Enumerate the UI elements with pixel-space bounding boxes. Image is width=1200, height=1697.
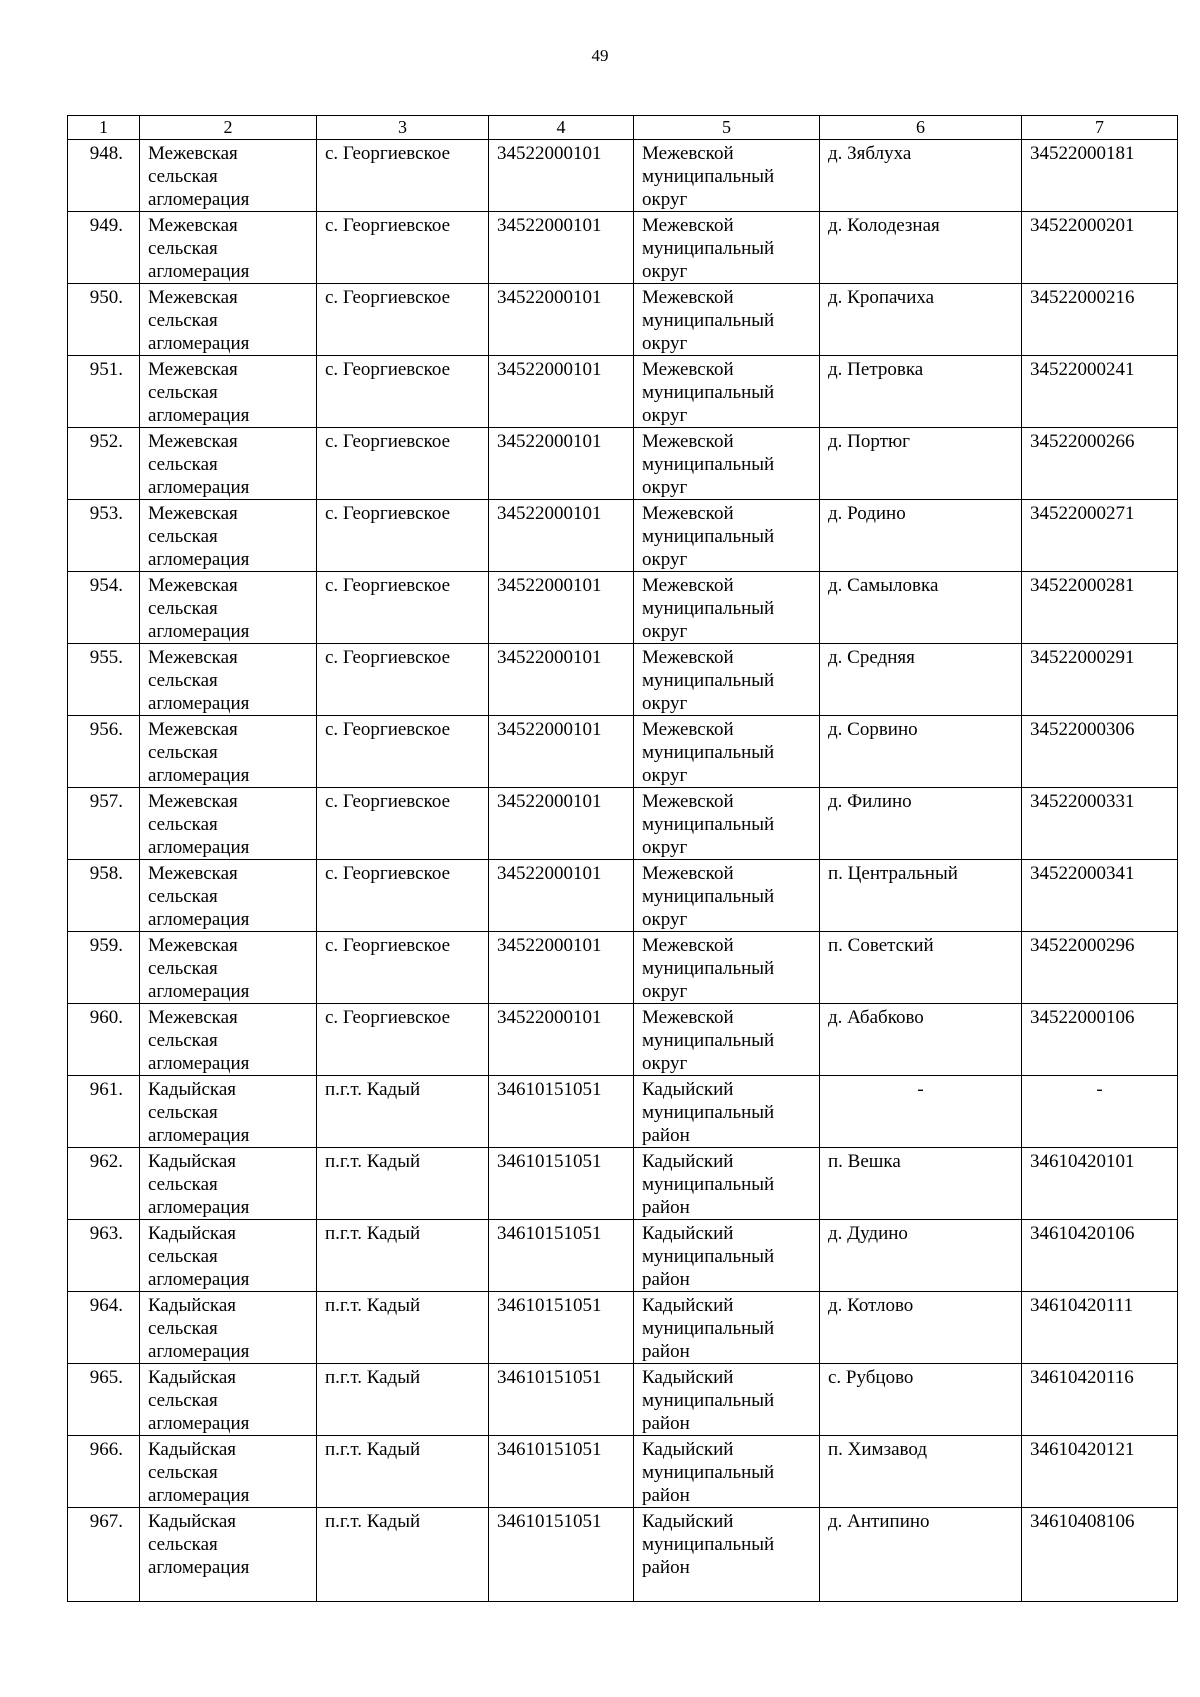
center-code-cell: 34522000101: [489, 788, 634, 860]
municipality-cell: [634, 212, 820, 284]
municipality-cell-line: Кадыйский: [642, 1511, 734, 1532]
municipality-cell-line: округ: [642, 837, 688, 858]
agglomeration-cell-line: Межевская: [148, 575, 238, 596]
agglomeration-cell-line: сельская: [148, 454, 218, 475]
agglomeration-cell-line: Межевская: [148, 719, 238, 740]
settlement-code-cell: 34522000331: [1022, 788, 1178, 860]
municipality-cell-line: район: [642, 1269, 690, 1290]
center-code-cell: 34522000101: [489, 140, 634, 212]
municipality-cell-line: Межевской: [642, 287, 734, 308]
settlement-cell: д. Антипино: [820, 1508, 1022, 1602]
municipality-cell-line: Межевской: [642, 431, 734, 452]
settlement-cell: д. Родино: [820, 500, 1022, 572]
municipality-cell-line: район: [642, 1557, 690, 1578]
center-code-cell: 34610151051: [489, 1076, 634, 1148]
center-cell: с. Георгиевское: [317, 1004, 489, 1076]
center-code-cell: 34522000101: [489, 356, 634, 428]
municipality-cell-line: муниципальный: [642, 1030, 775, 1051]
center-code-cell: 34522000101: [489, 500, 634, 572]
center-cell: п.г.т. Кадый: [317, 1148, 489, 1220]
agglomeration-cell-line: сельская: [148, 670, 218, 691]
agglomeration-cell: [140, 1076, 317, 1148]
row-number: 962.: [68, 1148, 140, 1220]
agglomeration-cell-line: агломерация: [148, 837, 250, 858]
agglomeration-cell: [140, 644, 317, 716]
settlement-code-cell: 34610420101: [1022, 1148, 1178, 1220]
municipality-cell: [634, 500, 820, 572]
agglomeration-cell-line: сельская: [148, 1102, 218, 1123]
agglomeration-cell-line: агломерация: [148, 1557, 250, 1578]
agglomeration-cell-line: агломерация: [148, 621, 250, 642]
municipality-cell: [634, 356, 820, 428]
municipality-cell: [634, 140, 820, 212]
table-row: [68, 1004, 1178, 1076]
center-code-cell: 34522000101: [489, 932, 634, 1004]
municipality-cell-line: муниципальный: [642, 382, 775, 403]
agglomeration-cell-line: агломерация: [148, 1485, 250, 1506]
row-number: 961.: [68, 1076, 140, 1148]
center-code-cell: 34610151051: [489, 1220, 634, 1292]
header-row: [68, 116, 1178, 140]
municipality-cell-line: район: [642, 1125, 690, 1146]
table-row: [68, 1076, 1178, 1148]
settlement-cell: д. Котлово: [820, 1292, 1022, 1364]
agglomeration-cell: [140, 1364, 317, 1436]
settlement-code-cell: 34522000291: [1022, 644, 1178, 716]
agglomeration-cell-line: Межевская: [148, 287, 238, 308]
agglomeration-cell: [140, 500, 317, 572]
table-row: [68, 356, 1178, 428]
municipality-cell-line: муниципальный: [642, 238, 775, 259]
row-number: 952.: [68, 428, 140, 500]
agglomeration-cell-line: сельская: [148, 958, 218, 979]
center-code-cell: 34522000101: [489, 212, 634, 284]
center-code-cell: 34522000101: [489, 644, 634, 716]
municipality-cell: [634, 1076, 820, 1148]
municipality-cell-line: округ: [642, 981, 688, 1002]
agglomeration-cell-line: агломерация: [148, 1413, 250, 1434]
agglomeration-cell: [140, 140, 317, 212]
municipality-cell-line: округ: [642, 189, 688, 210]
municipality-cell-line: Кадыйский: [642, 1295, 734, 1316]
municipality-cell-line: муниципальный: [642, 1318, 775, 1339]
agglomeration-cell-line: сельская: [148, 1534, 218, 1555]
municipality-cell-line: муниципальный: [642, 1102, 775, 1123]
municipality-cell-line: муниципальный: [642, 886, 775, 907]
municipality-cell-line: Межевской: [642, 791, 734, 812]
municipality-cell: [634, 644, 820, 716]
municipality-cell: [634, 1148, 820, 1220]
settlement-cell: п. Вешка: [820, 1148, 1022, 1220]
municipality-cell: [634, 428, 820, 500]
agglomeration-cell-line: сельская: [148, 1030, 218, 1051]
municipality-cell-line: муниципальный: [642, 526, 775, 547]
municipality-cell-line: округ: [642, 1053, 688, 1074]
municipality-cell-line: муниципальный: [642, 958, 775, 979]
municipality-cell: [634, 1004, 820, 1076]
agglomeration-cell-line: Кадыйская: [148, 1367, 237, 1388]
municipality-cell-line: муниципальный: [642, 454, 775, 475]
settlement-code-cell: 34522000266: [1022, 428, 1178, 500]
row-number: 948.: [68, 140, 140, 212]
data-table: [67, 115, 1178, 1602]
center-code-cell: 34522000101: [489, 860, 634, 932]
table-row: [68, 1364, 1178, 1436]
agglomeration-cell-line: Межевская: [148, 647, 238, 668]
municipality-cell: [634, 284, 820, 356]
municipality-cell-line: Межевской: [642, 575, 734, 596]
municipality-cell-line: округ: [642, 765, 688, 786]
center-code-cell: 34522000101: [489, 284, 634, 356]
agglomeration-cell-line: Межевская: [148, 143, 238, 164]
row-number: 965.: [68, 1364, 140, 1436]
municipality-cell-line: муниципальный: [642, 166, 775, 187]
agglomeration-cell: [140, 572, 317, 644]
municipality-cell-line: муниципальный: [642, 1462, 775, 1483]
municipality-cell-line: округ: [642, 549, 688, 570]
center-cell: с. Георгиевское: [317, 140, 489, 212]
settlement-cell: д. Средняя: [820, 644, 1022, 716]
agglomeration-cell: [140, 716, 317, 788]
agglomeration-cell-line: сельская: [148, 1462, 218, 1483]
center-code-cell: 34610151051: [489, 1436, 634, 1508]
agglomeration-cell-line: сельская: [148, 1174, 218, 1195]
page-number: 49: [591, 46, 609, 65]
center-cell: с. Георгиевское: [317, 644, 489, 716]
agglomeration-cell-line: Межевская: [148, 359, 238, 380]
row-number: 960.: [68, 1004, 140, 1076]
center-code-cell: 34610151051: [489, 1292, 634, 1364]
agglomeration-cell-line: агломерация: [148, 477, 250, 498]
table-row: [68, 572, 1178, 644]
municipality-cell: [634, 788, 820, 860]
agglomeration-cell: [140, 1508, 317, 1602]
settlement-cell: д. Портюг: [820, 428, 1022, 500]
agglomeration-cell-line: Межевская: [148, 503, 238, 524]
column-header-4: 4: [489, 116, 634, 140]
row-number: 949.: [68, 212, 140, 284]
agglomeration-cell: [140, 284, 317, 356]
settlement-cell: д. Филино: [820, 788, 1022, 860]
municipality-cell-line: Кадыйский: [642, 1367, 734, 1388]
municipality-cell-line: район: [642, 1413, 690, 1434]
municipality-cell-line: округ: [642, 909, 688, 930]
settlement-code-cell: 34610420111: [1022, 1292, 1178, 1364]
agglomeration-cell-line: Межевская: [148, 791, 238, 812]
center-cell: п.г.т. Кадый: [317, 1292, 489, 1364]
settlement-code-cell: 34610420121: [1022, 1436, 1178, 1508]
row-number: 966.: [68, 1436, 140, 1508]
agglomeration-cell-line: сельская: [148, 238, 218, 259]
municipality-cell-line: округ: [642, 621, 688, 642]
agglomeration-cell-line: сельская: [148, 382, 218, 403]
center-cell: с. Георгиевское: [317, 212, 489, 284]
settlement-cell: п. Центральный: [820, 860, 1022, 932]
settlement-cell: д. Колодезная: [820, 212, 1022, 284]
settlement-cell: д. Зяблуха: [820, 140, 1022, 212]
row-number: 964.: [68, 1292, 140, 1364]
municipality-cell-line: Кадыйский: [642, 1079, 734, 1100]
row-number: 955.: [68, 644, 140, 716]
municipality-cell-line: Кадыйский: [642, 1151, 734, 1172]
municipality-cell-line: муниципальный: [642, 1174, 775, 1195]
municipality-cell: [634, 1220, 820, 1292]
agglomeration-cell: [140, 1004, 317, 1076]
settlement-cell: п. Химзавод: [820, 1436, 1022, 1508]
agglomeration-cell-line: Кадыйская: [148, 1079, 237, 1100]
agglomeration-cell: [140, 428, 317, 500]
agglomeration-cell-line: Кадыйская: [148, 1223, 237, 1244]
center-cell: с. Георгиевское: [317, 356, 489, 428]
municipality-cell-line: Межевской: [642, 503, 734, 524]
agglomeration-cell: [140, 356, 317, 428]
column-header-5: 5: [634, 116, 820, 140]
municipality-cell-line: муниципальный: [642, 742, 775, 763]
settlement-cell: д. Петровка: [820, 356, 1022, 428]
agglomeration-cell: [140, 1292, 317, 1364]
agglomeration-cell-line: сельская: [148, 526, 218, 547]
settlement-code-cell: 34522000271: [1022, 500, 1178, 572]
table-row: [68, 1436, 1178, 1508]
municipality-cell-line: Межевской: [642, 935, 734, 956]
agglomeration-cell-line: сельская: [148, 598, 218, 619]
agglomeration-cell-line: агломерация: [148, 405, 250, 426]
agglomeration-cell-line: сельская: [148, 166, 218, 187]
center-code-cell: 34610151051: [489, 1508, 634, 1602]
municipality-cell-line: муниципальный: [642, 814, 775, 835]
settlement-code-cell: 34522000306: [1022, 716, 1178, 788]
settlement-code-cell: 34522000201: [1022, 212, 1178, 284]
row-number: 950.: [68, 284, 140, 356]
table-row: [68, 932, 1178, 1004]
center-cell: с. Георгиевское: [317, 572, 489, 644]
municipality-cell-line: муниципальный: [642, 310, 775, 331]
agglomeration-cell: [140, 788, 317, 860]
row-number: 958.: [68, 860, 140, 932]
center-code-cell: 34522000101: [489, 428, 634, 500]
municipality-cell: [634, 1508, 820, 1602]
municipality-cell-line: округ: [642, 405, 688, 426]
agglomeration-cell-line: Межевская: [148, 215, 238, 236]
settlement-cell: с. Рубцово: [820, 1364, 1022, 1436]
municipality-cell-line: муниципальный: [642, 598, 775, 619]
table-row: [68, 1148, 1178, 1220]
center-code-cell: 34610151051: [489, 1148, 634, 1220]
municipality-cell: [634, 716, 820, 788]
agglomeration-cell: [140, 1148, 317, 1220]
settlement-code-cell: 34522000241: [1022, 356, 1178, 428]
agglomeration-cell-line: агломерация: [148, 1269, 250, 1290]
center-code-cell: 34522000101: [489, 716, 634, 788]
column-header-1: 1: [68, 116, 140, 140]
agglomeration-cell-line: сельская: [148, 1318, 218, 1339]
settlement-code-cell: 34522000341: [1022, 860, 1178, 932]
municipality-cell: [634, 1364, 820, 1436]
agglomeration-cell-line: агломерация: [148, 981, 250, 1002]
municipality-cell-line: Кадыйский: [642, 1223, 734, 1244]
agglomeration-cell-line: агломерация: [148, 909, 250, 930]
table-row: [68, 1292, 1178, 1364]
table-row: [68, 644, 1178, 716]
municipality-cell-line: район: [642, 1197, 690, 1218]
agglomeration-cell-line: агломерация: [148, 1053, 250, 1074]
agglomeration-cell-line: Кадыйская: [148, 1439, 237, 1460]
settlement-code-cell: -: [1022, 1076, 1178, 1148]
municipality-cell-line: Кадыйский: [642, 1439, 734, 1460]
municipality-cell-line: округ: [642, 261, 688, 282]
agglomeration-cell-line: сельская: [148, 886, 218, 907]
municipality-cell-line: Межевской: [642, 215, 734, 236]
municipality-cell-line: муниципальный: [642, 1246, 775, 1267]
center-code-cell: 34610151051: [489, 1364, 634, 1436]
agglomeration-cell-line: агломерация: [148, 693, 250, 714]
settlement-cell: д. Сорвино: [820, 716, 1022, 788]
municipality-cell-line: муниципальный: [642, 1390, 775, 1411]
municipality-cell: [634, 932, 820, 1004]
settlement-cell: д. Кропачиха: [820, 284, 1022, 356]
agglomeration-cell: [140, 1436, 317, 1508]
table-row: [68, 716, 1178, 788]
municipality-cell-line: Межевской: [642, 359, 734, 380]
settlement-code-cell: 34522000296: [1022, 932, 1178, 1004]
center-cell: п.г.т. Кадый: [317, 1076, 489, 1148]
row-number: 951.: [68, 356, 140, 428]
row-number: 967.: [68, 1508, 140, 1602]
municipality-cell-line: муниципальный: [642, 1534, 775, 1555]
center-cell: п.г.т. Кадый: [317, 1436, 489, 1508]
agglomeration-cell-line: агломерация: [148, 549, 250, 570]
row-number: 954.: [68, 572, 140, 644]
table-row: [68, 860, 1178, 932]
settlement-code-cell: 34610420116: [1022, 1364, 1178, 1436]
settlement-code-cell: 34522000216: [1022, 284, 1178, 356]
agglomeration-cell-line: сельская: [148, 814, 218, 835]
row-number: 957.: [68, 788, 140, 860]
settlement-cell: д. Абабково: [820, 1004, 1022, 1076]
agglomeration-cell-line: сельская: [148, 310, 218, 331]
center-code-cell: 34522000101: [489, 572, 634, 644]
row-number: 956.: [68, 716, 140, 788]
table-row: [68, 140, 1178, 212]
row-number: 959.: [68, 932, 140, 1004]
center-cell: п.г.т. Кадый: [317, 1220, 489, 1292]
municipality-cell-line: Межевской: [642, 143, 734, 164]
row-number: 963.: [68, 1220, 140, 1292]
settlement-code-cell: 34522000281: [1022, 572, 1178, 644]
municipality-cell-line: Межевской: [642, 863, 734, 884]
center-cell: с. Георгиевское: [317, 932, 489, 1004]
municipality-cell-line: округ: [642, 693, 688, 714]
agglomeration-cell-line: Кадыйская: [148, 1151, 237, 1172]
table-row: [68, 788, 1178, 860]
municipality-cell-line: Межевской: [642, 647, 734, 668]
agglomeration-cell-line: Межевская: [148, 863, 238, 884]
municipality-cell: [634, 572, 820, 644]
agglomeration-cell-line: агломерация: [148, 1125, 250, 1146]
municipality-cell: [634, 1292, 820, 1364]
settlement-code-cell: 34610408106: [1022, 1508, 1178, 1602]
settlement-cell: -: [820, 1076, 1022, 1148]
agglomeration-cell-line: сельская: [148, 1246, 218, 1267]
center-cell: с. Георгиевское: [317, 860, 489, 932]
settlement-cell: д. Дудино: [820, 1220, 1022, 1292]
agglomeration-cell-line: Кадыйская: [148, 1295, 237, 1316]
center-cell: п.г.т. Кадый: [317, 1364, 489, 1436]
agglomeration-cell: [140, 932, 317, 1004]
agglomeration-cell-line: агломерация: [148, 189, 250, 210]
municipality-cell-line: Межевской: [642, 1007, 734, 1028]
settlement-code-cell: 34522000181: [1022, 140, 1178, 212]
agglomeration-cell-line: Кадыйская: [148, 1511, 237, 1532]
column-header-6: 6: [820, 116, 1022, 140]
table-row: [68, 428, 1178, 500]
center-cell: с. Георгиевское: [317, 788, 489, 860]
agglomeration-cell-line: сельская: [148, 1390, 218, 1411]
column-header-7: 7: [1022, 116, 1178, 140]
settlement-code-cell: 34610420106: [1022, 1220, 1178, 1292]
agglomeration-cell-line: агломерация: [148, 333, 250, 354]
municipality-cell-line: округ: [642, 477, 688, 498]
row-number: 953.: [68, 500, 140, 572]
column-header-3: 3: [317, 116, 489, 140]
table-row: [68, 212, 1178, 284]
settlement-code-cell: 34522000106: [1022, 1004, 1178, 1076]
agglomeration-cell-line: сельская: [148, 742, 218, 763]
center-cell: с. Георгиевское: [317, 428, 489, 500]
municipality-cell: [634, 860, 820, 932]
agglomeration-cell-line: агломерация: [148, 1197, 250, 1218]
agglomeration-cell-line: агломерация: [148, 1341, 250, 1362]
municipality-cell-line: район: [642, 1341, 690, 1362]
center-code-cell: 34522000101: [489, 1004, 634, 1076]
municipality-cell: [634, 1436, 820, 1508]
agglomeration-cell: [140, 860, 317, 932]
agglomeration-cell-line: агломерация: [148, 261, 250, 282]
column-header-2: 2: [140, 116, 317, 140]
table-row: [68, 1220, 1178, 1292]
municipality-cell-line: округ: [642, 333, 688, 354]
municipality-cell-line: Межевской: [642, 719, 734, 740]
table-row: [68, 500, 1178, 572]
agglomeration-cell-line: агломерация: [148, 765, 250, 786]
municipality-cell-line: район: [642, 1485, 690, 1506]
center-cell: с. Георгиевское: [317, 716, 489, 788]
settlement-cell: п. Советский: [820, 932, 1022, 1004]
center-cell: п.г.т. Кадый: [317, 1508, 489, 1602]
center-cell: с. Георгиевское: [317, 284, 489, 356]
agglomeration-cell-line: Межевская: [148, 1007, 238, 1028]
agglomeration-cell: [140, 212, 317, 284]
table-row: [68, 284, 1178, 356]
agglomeration-cell-line: Межевская: [148, 935, 238, 956]
agglomeration-cell-line: Межевская: [148, 431, 238, 452]
municipality-cell-line: муниципальный: [642, 670, 775, 691]
settlement-cell: д. Самыловка: [820, 572, 1022, 644]
table-row: [68, 1508, 1178, 1602]
center-cell: с. Георгиевское: [317, 500, 489, 572]
agglomeration-cell: [140, 1220, 317, 1292]
